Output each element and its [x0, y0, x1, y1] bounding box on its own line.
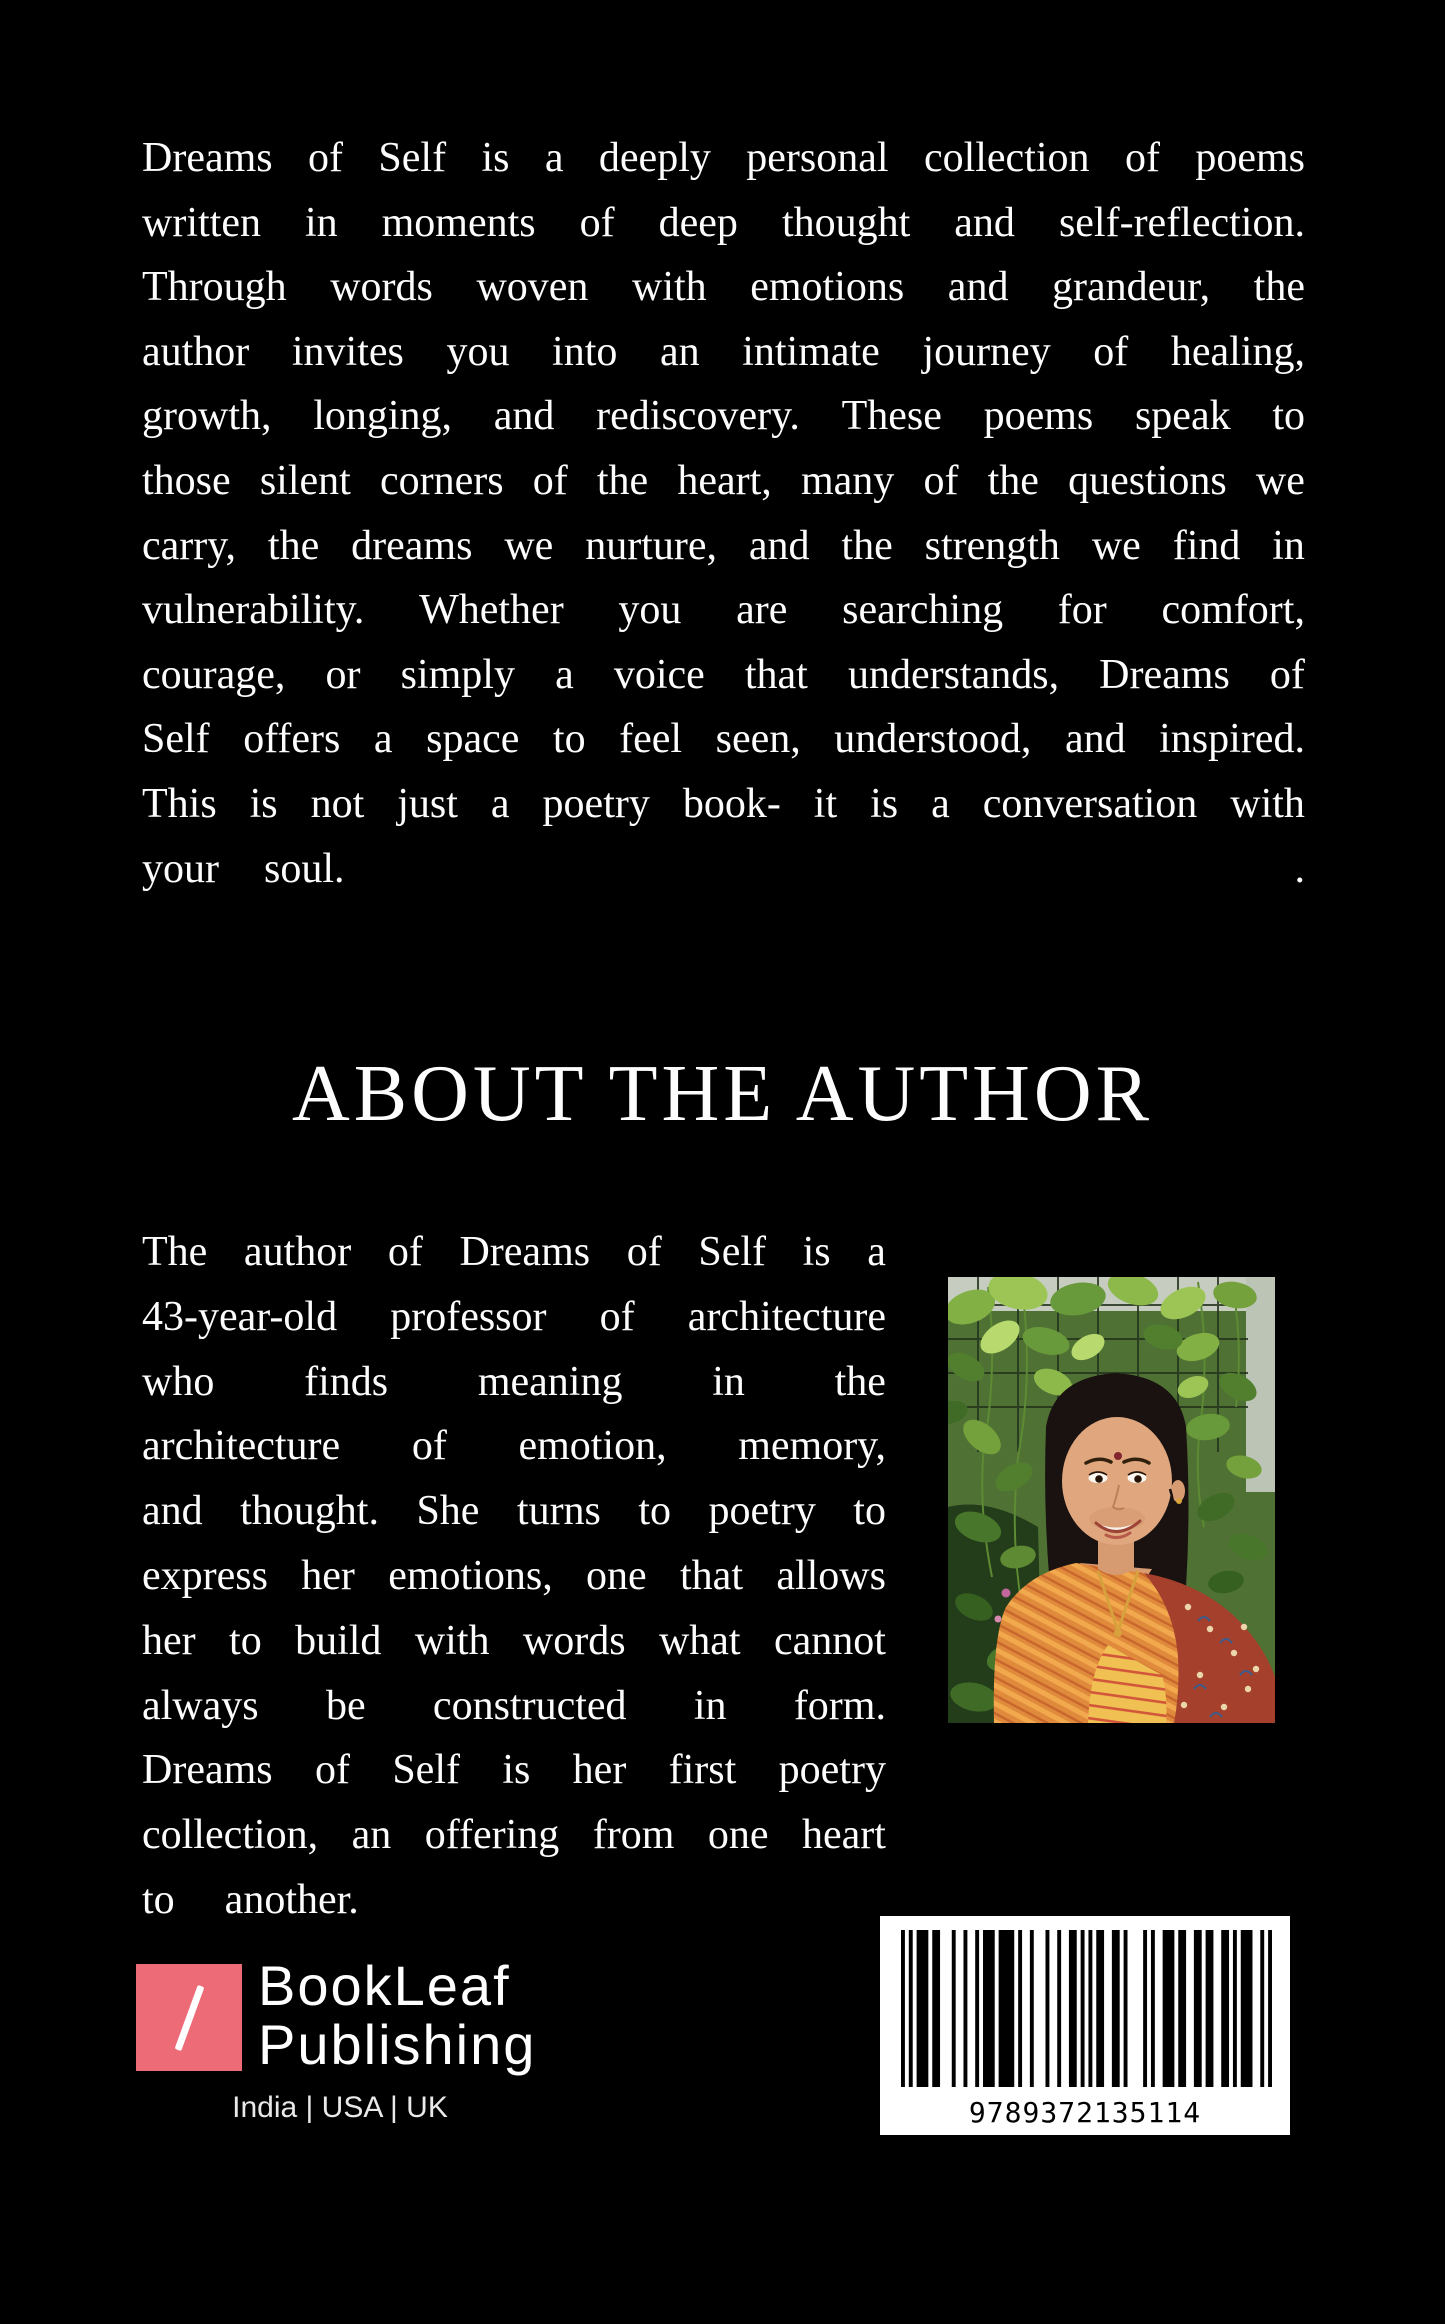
- text-line: and thought. She turns to poetry to: [142, 1488, 886, 1535]
- publisher-name: [258, 1956, 536, 2074]
- text-line: always be constructed in form.: [142, 1682, 886, 1729]
- text-line: author invites you into an intimate journey of healing,: [142, 328, 1305, 375]
- text-line: express her emotions, one that allows: [142, 1552, 886, 1599]
- text-line: The author of Dreams of Self is a: [142, 1229, 886, 1275]
- text-line: collection, an offering from one heart: [142, 1812, 886, 1859]
- text-line: those silent corners of the heart, many of the questions we: [142, 457, 1305, 504]
- author-photo-illustration: [948, 1277, 1275, 1723]
- text-line: to another.: [142, 1876, 359, 1923]
- author-photo: [948, 1277, 1275, 1723]
- stray-period: .: [1294, 845, 1305, 892]
- text-line: Dreams of Self is her first poetry: [142, 1747, 886, 1794]
- text-line: growth, longing, and rediscovery. These poems speak to: [142, 393, 1305, 440]
- publisher-name-line1: BookLeaf: [258, 1954, 511, 2017]
- text-line: architecture of emotion, memory,: [142, 1423, 886, 1470]
- text-line: vulnerability. Whether you are searching for comfort,: [142, 587, 1305, 634]
- text-line: Self offers a space to feel seen, understood, and inspired.: [142, 716, 1305, 763]
- slash-icon: [175, 1985, 205, 2051]
- publisher-name-line2: Publishing: [258, 2013, 537, 2076]
- text-line: Through words woven with emotions and grandeur, the: [142, 264, 1305, 311]
- publisher-logo-mark: [136, 1964, 242, 2071]
- text-line: her to build with words what cannot: [142, 1617, 886, 1664]
- text-line: carry, the dreams we nurture, and the strength we find in: [142, 522, 1305, 569]
- isbn-number: 9789372135114: [968, 2096, 1202, 2129]
- about-heading: ABOUT THE AUTHOR: [291, 1050, 1154, 1138]
- publisher-regions: India | USA | UK: [232, 2091, 448, 2124]
- text-line: courage, or simply a voice that understands, Dreams of: [142, 651, 1305, 698]
- text-line: written in moments of deep thought and self-reflection.: [142, 199, 1305, 246]
- text-line: This is not just a poetry book- it is a conversation with: [142, 780, 1305, 827]
- text-line: 43-year-old professor of architecture: [142, 1293, 886, 1340]
- barcode: [880, 1916, 1290, 2135]
- text-line: Dreams of Self is a deeply personal collection of poems: [142, 135, 1305, 181]
- text-line: who finds meaning in the: [142, 1358, 886, 1405]
- barcode-bars: [901, 1930, 1272, 2087]
- author-bio: [142, 1220, 886, 1933]
- book-description: [142, 126, 1305, 901]
- text-line: your soul. .: [142, 837, 1305, 902]
